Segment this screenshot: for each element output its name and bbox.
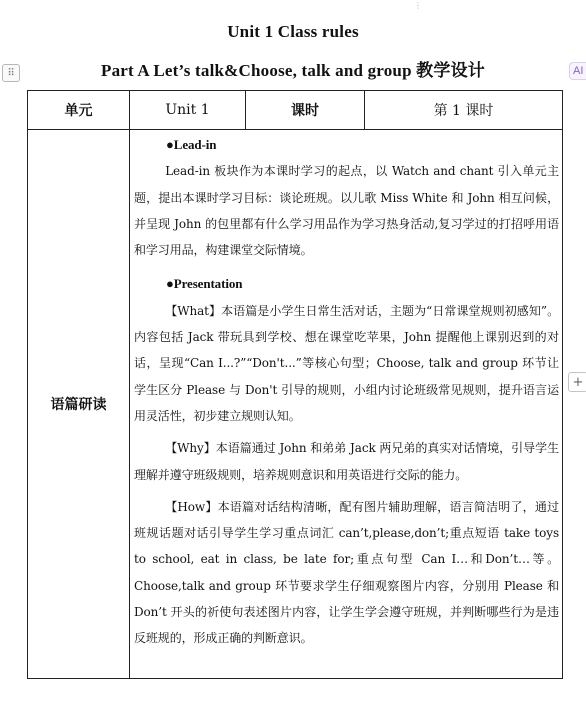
section-label-cell: 语篇研读 — [28, 130, 130, 679]
drag-handle-icon[interactable]: ⠿ — [2, 64, 20, 82]
document-title: Unit 1 Class rules — [227, 22, 359, 41]
ai-assistant-button[interactable]: AI — [569, 62, 586, 80]
unit-label-cell: 单元 — [28, 91, 130, 130]
analysis-row — [28, 130, 563, 679]
analysis-content-cell — [130, 130, 563, 679]
header-row — [28, 91, 563, 130]
unit-value-cell: Unit 1 — [130, 91, 246, 130]
document-subtitle: Part A Let’s talk&Choose, talk and group 教学设计 — [101, 61, 485, 80]
leadin-heading: ●Lead-in — [166, 137, 217, 152]
period-value-cell: 第 1 课时 — [365, 91, 563, 130]
how-paragraph: 【How】本语篇对话结构清晰，配有图片辅助理解，语言简洁明了，通过班规话题对话引导学生学习重点词汇 can’t,please,don’t;重点短语 take toys to school, eat in class, be late for;重点句型 Can I…和Don’t…等。Choose,talk and group 环节要求学生仔细观察图片内容，分别用 Please 和 Don’t 开头的祈使句表述图片内容，让学生学会遵守班规，并判断哪些行为是违反班规的，形成正确的判断意识。 — [134, 499, 559, 646]
period-label-cell: 课时 — [246, 91, 365, 130]
presentation-heading: ●Presentation — [166, 276, 243, 292]
why-paragraph: 【Why】本语篇通过 John 和弟弟 Jack 两兄弟的真实对话情境，引导学生理解并遵守班级规则，培养规则意识和用英语进行交际的能力。 — [134, 441, 559, 482]
page-top-marker: ⋮ — [414, 1, 422, 10]
what-paragraph: 【What】本语篇是小学生日常生活对话，主题为“日常课堂规则初感知”。内容包括 Jack 带玩具到学校、想在课堂吃苹果，John 提醒他上课别迟到的对话，呈现“Can I...?”“Don't...”等核心句型；Choose, talk and group 环节让学生区分 Please 与 Don't 引导的规则，小组内讨论班级常见规则，提升语言运用灵活性，初步建立规则认知。 — [134, 303, 559, 423]
add-row-plus-icon[interactable]: + — [568, 372, 586, 392]
leadin-paragraph: Lead-in 板块作为本课时学习的起点，以 Watch and chant 引入单元主题，提出本课时学习目标：谈论班规。以儿歌 Miss White 和 John 相互问候，并呈现 John 的包里都有什么学习用品作为学习热身活动,复习学过的打招呼用语和学习用品，构建课堂交际情境。 — [134, 164, 559, 258]
lesson-plan-table — [27, 90, 563, 679]
